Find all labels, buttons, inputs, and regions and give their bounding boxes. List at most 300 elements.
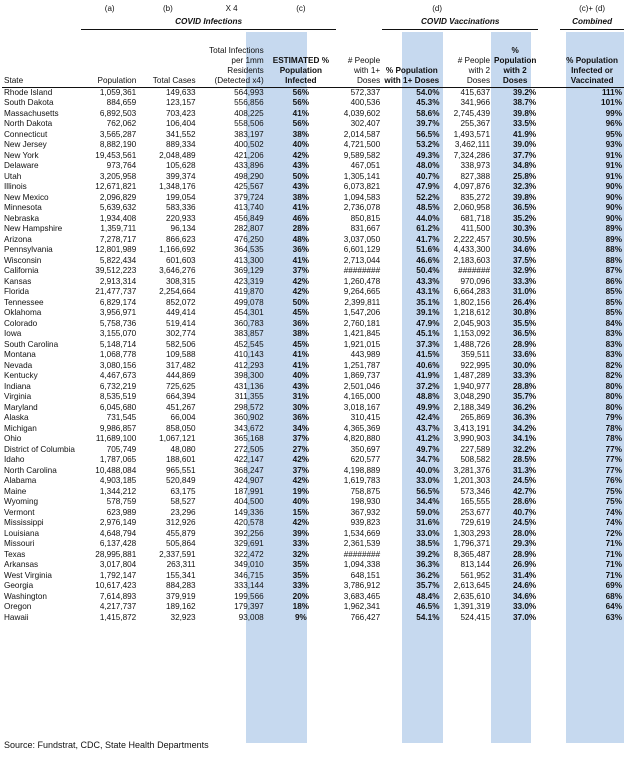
table-row <box>2 613 624 624</box>
cell-state-name: Hawaii <box>4 612 29 622</box>
cell-pct-1dose: 42.4% <box>416 413 440 422</box>
cell-total-cases: 520,849 <box>165 476 196 485</box>
cell-estimated-pct: 31% <box>292 392 310 401</box>
cell-people-1dose: 302,407 <box>350 119 381 128</box>
cell-state-name: Idaho <box>4 455 25 464</box>
table-row <box>2 466 624 477</box>
cell-people-2dose: 2,745,439 <box>453 108 491 118</box>
cell-pct-1dose: 49.3% <box>416 150 440 160</box>
cell-combined-pct: 90% <box>605 213 622 223</box>
table-row <box>2 203 624 214</box>
cell-estimated-pct: 30% <box>292 402 310 412</box>
cell-estimated-pct: 37% <box>292 465 310 475</box>
cell-pct-2dose: 31.3% <box>512 465 537 475</box>
cell-total-cases: 63,175 <box>170 486 196 496</box>
cell-total-cases: 451,267 <box>165 402 196 412</box>
table-row <box>2 245 624 256</box>
cell-total-cases: 399,374 <box>165 171 196 181</box>
cell-people-1dose: 6,073,821 <box>343 182 381 191</box>
cell-pct-1dose: 44.0% <box>416 213 440 223</box>
cell-estimated-pct: 39% <box>292 528 310 538</box>
cell-pct-2dose: 34.2% <box>512 423 537 433</box>
cell-total-cases: 58,527 <box>170 497 196 506</box>
cell-total-cases: 889,334 <box>165 140 196 149</box>
cell-combined-pct: 80% <box>605 381 622 391</box>
cell-estimated-pct: 35% <box>292 570 310 580</box>
cell-total-cases: 2,254,664 <box>159 287 196 296</box>
cell-infections-per-1mm: 329,691 <box>234 539 264 548</box>
cell-pct-2dose: 24.5% <box>512 476 537 485</box>
cell-people-2dose: 1,802,156 <box>453 297 491 307</box>
cell-pct-2dose: 35.5% <box>512 318 537 328</box>
source-note: Source: Fundstrat, CDC, State Health Departments <box>4 740 209 750</box>
cell-estimated-pct: 40% <box>292 140 310 149</box>
cell-pct-2dose: 30.8% <box>512 308 537 317</box>
cell-pct-2dose: 36.5% <box>512 329 537 338</box>
cell-state-name: Florida <box>4 287 30 296</box>
cell-estimated-pct: 46% <box>292 213 310 223</box>
cell-population: 1,792,147 <box>99 570 137 580</box>
cell-infections-per-1mm: 564,993 <box>234 87 264 97</box>
cell-infections-per-1mm: 383,857 <box>234 329 264 338</box>
cell-population: 4,648,794 <box>99 528 137 538</box>
cell-state-name: Virginia <box>4 392 32 401</box>
cell-state-name: Indiana <box>4 381 31 391</box>
cell-estimated-pct: 48% <box>292 234 310 244</box>
cell-pct-2dose: 34.1% <box>512 434 537 443</box>
header-population: Population <box>81 30 138 88</box>
cell-people-1dose: 4,165,000 <box>343 392 381 401</box>
cell-pct-1dose: 51.6% <box>416 245 440 254</box>
cell-pct-2dose: 28.0% <box>512 528 537 538</box>
cell-combined-pct: 78% <box>605 423 622 433</box>
cell-state-name: Oregon <box>4 602 32 611</box>
header-pct-2dose: % Population with 2 Doses <box>492 30 538 88</box>
cell-people-1dose: ######## <box>343 549 381 559</box>
cell-people-1dose: 6,601,129 <box>343 245 381 254</box>
cell-estimated-pct: 56% <box>292 87 310 97</box>
cell-combined-pct: 78% <box>605 434 622 443</box>
cell-people-1dose: 9,264,665 <box>343 287 381 296</box>
cell-infections-per-1mm: 383,197 <box>234 129 264 139</box>
table-row <box>2 592 624 603</box>
cell-people-2dose: 411,500 <box>461 224 491 233</box>
cell-combined-pct: 71% <box>605 560 622 569</box>
cell-state-name: Kansas <box>4 276 32 286</box>
table-body <box>2 87 624 623</box>
cell-pct-1dose: 35.7% <box>416 581 440 590</box>
cell-population: 8,535,519 <box>99 392 137 401</box>
cell-population: 12,671,821 <box>95 182 137 191</box>
cell-people-1dose: 939,823 <box>350 518 381 527</box>
cell-combined-pct: 99% <box>605 108 622 118</box>
cell-infections-per-1mm: 369,129 <box>234 266 264 275</box>
cell-infections-per-1mm: 421,206 <box>234 150 264 160</box>
cell-estimated-pct: 56% <box>292 98 310 107</box>
cell-pct-2dose: 35.2% <box>512 213 537 223</box>
cell-people-2dose: 253,677 <box>460 507 491 517</box>
table-row <box>2 266 624 277</box>
cell-people-1dose: 1,260,478 <box>343 276 381 286</box>
cell-people-2dose: 3,048,290 <box>453 392 491 401</box>
cell-pct-2dose: 36.2% <box>512 402 537 412</box>
table-row <box>2 487 624 498</box>
cell-infections-per-1mm: 360,902 <box>234 413 264 422</box>
cell-estimated-pct: 38% <box>292 329 310 338</box>
cell-total-cases: 3,646,276 <box>159 266 196 275</box>
cell-state-name: New Mexico <box>4 192 49 202</box>
cell-people-1dose: 2,736,078 <box>343 203 381 212</box>
cell-combined-pct: 85% <box>605 308 622 317</box>
cell-total-cases: 312,926 <box>165 518 196 527</box>
cell-people-1dose: 3,683,465 <box>343 591 381 601</box>
cell-population: 5,822,434 <box>99 255 137 265</box>
cell-people-2dose: 1,796,371 <box>453 539 491 548</box>
cell-people-1dose: 400,536 <box>350 98 381 107</box>
cell-infections-per-1mm: 360,783 <box>234 318 264 328</box>
table-row <box>2 529 624 540</box>
cell-estimated-pct: 42% <box>292 276 310 286</box>
table-row <box>2 87 624 98</box>
cell-infections-per-1mm: 558,506 <box>234 119 264 128</box>
cell-state-name: Utah <box>4 171 22 181</box>
cell-pct-2dose: 30.3% <box>512 224 537 233</box>
table-row <box>2 98 624 109</box>
covid-data-table <box>2 3 624 623</box>
cell-total-cases: 1,166,692 <box>159 245 196 254</box>
cell-pct-2dose: 24.5% <box>512 518 537 527</box>
cell-state-name: Rhode Island <box>4 87 53 97</box>
cell-pct-2dose: 28.8% <box>512 381 537 391</box>
cell-estimated-pct: 36% <box>292 413 310 422</box>
cell-state-name: Alaska <box>4 413 29 422</box>
cell-total-cases: 582,506 <box>165 339 196 349</box>
cell-combined-pct: 71% <box>605 539 622 548</box>
cell-population: 2,976,149 <box>99 518 137 527</box>
cell-people-1dose: 2,014,587 <box>343 129 381 139</box>
cell-pct-2dose: 34.8% <box>512 161 537 170</box>
cell-pct-1dose: 35.1% <box>416 297 440 307</box>
cell-pct-2dose: 34.6% <box>512 591 537 601</box>
cell-population: 6,732,219 <box>99 381 137 391</box>
cell-people-1dose: ######## <box>343 266 381 275</box>
cell-total-cases: 188,601 <box>165 455 196 464</box>
cell-state-name: Missouri <box>4 539 35 548</box>
table-row <box>2 445 624 456</box>
cell-state-name: Alabama <box>4 476 37 485</box>
cell-people-2dose: 573,346 <box>460 486 491 496</box>
cell-pct-1dose: 39.7% <box>416 119 440 128</box>
cell-people-2dose: 255,367 <box>460 119 491 128</box>
cell-estimated-pct: 56% <box>292 119 310 128</box>
cell-people-2dose: 4,097,876 <box>453 182 491 191</box>
table-row <box>2 214 624 225</box>
cell-population: 3,017,804 <box>99 560 137 569</box>
cell-people-2dose: 970,096 <box>460 276 491 286</box>
cell-combined-pct: 72% <box>605 528 622 538</box>
cell-total-cases: 341,552 <box>165 129 196 139</box>
cell-people-1dose: 1,921,015 <box>343 339 381 349</box>
cell-pct-1dose: 47.9% <box>416 318 440 328</box>
cell-pct-1dose: 36.2% <box>416 570 440 580</box>
cell-infections-per-1mm: 431,136 <box>234 381 264 391</box>
cell-infections-per-1mm: 424,907 <box>234 476 264 485</box>
cell-state-name: Louisiana <box>4 528 40 538</box>
cell-population: 6,045,680 <box>99 402 137 412</box>
cell-pct-1dose: 59.0% <box>416 507 440 517</box>
cell-combined-pct: 86% <box>605 276 622 286</box>
cell-infections-per-1mm: 322,472 <box>234 549 264 559</box>
cell-population: 2,913,314 <box>99 276 137 286</box>
cell-population: 762,062 <box>106 119 137 128</box>
cell-estimated-pct: 18% <box>292 602 310 611</box>
cell-total-cases: 189,162 <box>165 602 196 611</box>
cell-pct-1dose: 52.2% <box>416 192 440 202</box>
cell-people-2dose: 1,493,571 <box>453 129 491 139</box>
cell-pct-2dose: 32.2% <box>512 444 537 454</box>
cell-infections-per-1mm: 349,010 <box>234 560 264 569</box>
cell-people-1dose: 367,932 <box>350 507 381 517</box>
cell-population: 7,278,717 <box>99 234 137 244</box>
cell-pct-1dose: 43.3% <box>416 276 440 286</box>
cell-pct-1dose: 46.6% <box>416 255 440 265</box>
table-row <box>2 518 624 529</box>
cell-combined-pct: 64% <box>605 602 622 611</box>
cell-combined-pct: 83% <box>605 329 622 338</box>
cell-pct-1dose: 61.2% <box>416 224 440 233</box>
cell-combined-pct: 83% <box>605 350 622 359</box>
cell-pct-1dose: 45.3% <box>416 98 440 107</box>
cell-total-cases: 965,551 <box>165 465 196 475</box>
cell-total-cases: 23,296 <box>170 507 196 517</box>
cell-combined-pct: 90% <box>605 203 622 212</box>
table-row <box>2 508 624 519</box>
cell-infections-per-1mm: 413,740 <box>234 203 264 212</box>
cell-people-2dose: 827,388 <box>460 171 491 181</box>
cell-state-name: Wyoming <box>4 497 39 506</box>
cell-state-name: Maryland <box>4 402 38 412</box>
cell-population: 731,545 <box>106 413 137 422</box>
cell-state-name: District of Columbia <box>4 444 75 454</box>
table-row <box>2 151 624 162</box>
cell-people-1dose: 850,815 <box>350 213 381 223</box>
cell-pct-1dose: 37.2% <box>416 381 440 391</box>
cell-combined-pct: 69% <box>605 581 622 590</box>
cell-total-cases: 2,048,489 <box>159 150 196 160</box>
cell-combined-pct: 75% <box>605 497 622 506</box>
cell-infections-per-1mm: 410,143 <box>234 350 264 359</box>
cell-pct-2dose: 39.0% <box>512 140 537 149</box>
cell-people-2dose: 338,973 <box>460 161 491 170</box>
cell-combined-pct: 74% <box>605 518 622 527</box>
cell-population: 19,453,561 <box>95 150 137 160</box>
cell-pct-1dose: 34.4% <box>416 497 440 506</box>
table-row <box>2 413 624 424</box>
cell-state-name: South Carolina <box>4 339 59 349</box>
cell-people-2dose: 2,635,610 <box>453 591 491 601</box>
cell-people-1dose: 3,037,050 <box>343 234 381 244</box>
cell-state-name: Iowa <box>4 329 22 338</box>
cell-infections-per-1mm: 476,250 <box>234 234 264 244</box>
header-combined-pct: % Population Infected or Vaccinated <box>560 30 624 88</box>
cell-total-cases: 866,623 <box>165 234 196 244</box>
cell-pct-1dose: 47.9% <box>416 182 440 191</box>
table-row <box>2 455 624 466</box>
table-row <box>2 130 624 141</box>
table-row <box>2 602 624 613</box>
cell-estimated-pct: 43% <box>292 161 310 170</box>
cell-infections-per-1mm: 392,256 <box>234 528 264 538</box>
cell-infections-per-1mm: 422,147 <box>234 455 264 464</box>
cell-people-1dose: 1,251,787 <box>343 360 381 370</box>
cell-infections-per-1mm: 379,724 <box>234 192 264 202</box>
cell-estimated-pct: 40% <box>292 371 310 380</box>
header-total-infections: Total Infections per 1mm Residents (Detected x4) <box>198 30 266 88</box>
cell-pct-1dose: 48.0% <box>416 161 440 170</box>
cell-combined-pct: 85% <box>605 297 622 307</box>
cell-population: 1,059,361 <box>99 87 137 97</box>
cell-pct-2dose: 30.5% <box>512 234 537 244</box>
cell-state-name: Vermont <box>4 507 35 517</box>
cell-infections-per-1mm: 311,355 <box>234 392 264 401</box>
cell-combined-pct: 96% <box>605 119 622 128</box>
cell-total-cases: 2,337,591 <box>159 549 196 559</box>
cell-combined-pct: 101% <box>601 98 622 107</box>
cell-pct-1dose: 41.2% <box>416 434 440 443</box>
cell-estimated-pct: 19% <box>292 486 310 496</box>
cell-people-1dose: 2,399,811 <box>344 297 381 307</box>
cell-infections-per-1mm: 456,849 <box>234 213 264 223</box>
cell-total-cases: 32,923 <box>170 612 196 622</box>
cell-total-cases: 317,482 <box>165 360 196 370</box>
letter-a: (a) <box>104 4 115 13</box>
cell-state-name: Michigan <box>4 423 37 433</box>
cell-population: 3,080,156 <box>99 360 137 370</box>
cell-combined-pct: 91% <box>605 171 622 181</box>
cell-combined-pct: 77% <box>605 444 622 454</box>
cell-estimated-pct: 38% <box>292 129 310 139</box>
cell-population: 884,659 <box>106 98 137 107</box>
cell-people-2dose: 922,995 <box>460 360 491 370</box>
cell-combined-pct: 79% <box>605 413 622 422</box>
cell-pct-2dose: 39.8% <box>512 192 537 202</box>
cell-pct-1dose: 46.5% <box>416 602 440 611</box>
cell-combined-pct: 76% <box>605 476 622 485</box>
cell-estimated-pct: 40% <box>292 497 310 506</box>
cell-infections-per-1mm: 423,319 <box>234 276 264 286</box>
cell-pct-2dose: 33.6% <box>512 350 537 359</box>
cell-total-cases: 703,423 <box>165 108 196 118</box>
cell-people-1dose: 1,094,583 <box>343 192 381 202</box>
cell-people-2dose: 6,664,283 <box>453 287 491 296</box>
header-estimated-pct: ESTIMATED % Population Infected <box>266 30 336 88</box>
cell-infections-per-1mm: 179,397 <box>234 602 264 611</box>
cell-estimated-pct: 37% <box>292 434 310 443</box>
cell-state-name: Wisconsin <box>4 255 42 265</box>
cell-people-1dose: 2,361,539 <box>343 539 381 548</box>
cell-population: 3,205,958 <box>99 171 137 181</box>
header-total-cases: Total Cases <box>138 30 197 88</box>
cell-infections-per-1mm: 187,991 <box>234 486 264 496</box>
cell-estimated-pct: 41% <box>292 350 310 359</box>
cell-estimated-pct: 36% <box>292 318 310 328</box>
cell-infections-per-1mm: 425,567 <box>234 182 264 191</box>
cell-population: 28,995,881 <box>95 549 137 559</box>
cell-population: 5,148,714 <box>99 339 137 349</box>
cell-state-name: Ohio <box>4 434 22 443</box>
cell-people-2dose: 813,144 <box>460 560 491 569</box>
table-row <box>2 434 624 445</box>
cell-people-2dose: 1,488,726 <box>453 339 491 349</box>
cell-population: 10,617,423 <box>95 581 137 590</box>
cell-state-name: Washington <box>4 591 47 601</box>
cell-population: 5,639,632 <box>99 203 137 212</box>
cell-total-cases: 302,774 <box>165 329 196 338</box>
cell-pct-2dose: 37.0% <box>512 612 537 622</box>
cell-state-name: Colorado <box>4 318 38 328</box>
cell-state-name: West Virginia <box>4 570 52 580</box>
cell-pct-1dose: 45.1% <box>416 329 440 338</box>
cell-total-cases: 263,311 <box>166 560 196 569</box>
cell-pct-2dose: 28.9% <box>512 339 537 349</box>
cell-infections-per-1mm: 333,144 <box>234 581 264 590</box>
cell-pct-2dose: 31.0% <box>512 287 537 296</box>
cell-pct-2dose: 34.6% <box>512 245 537 254</box>
cell-people-2dose: 7,324,286 <box>453 150 491 160</box>
cell-state-name: North Carolina <box>4 465 57 475</box>
cell-combined-pct: 74% <box>605 507 622 517</box>
cell-people-2dose: 341,966 <box>460 98 491 107</box>
group-infections: COVID Infections <box>81 15 336 30</box>
cell-pct-1dose: 54.1% <box>416 612 440 622</box>
cell-pct-2dose: 33.5% <box>512 119 537 128</box>
cell-people-1dose: 758,875 <box>350 486 381 496</box>
table-row <box>2 424 624 435</box>
cell-pct-2dose: 39.8% <box>512 108 537 118</box>
cell-estimated-pct: 36% <box>292 245 310 254</box>
cell-infections-per-1mm: 420,578 <box>234 518 264 527</box>
cell-people-2dose: 681,718 <box>460 213 491 223</box>
cell-total-cases: 505,864 <box>165 539 196 548</box>
group-vaccinations: COVID Vaccinations <box>382 15 538 30</box>
cell-people-1dose: 4,198,889 <box>343 465 381 475</box>
cell-pct-1dose: 56.5% <box>416 129 440 139</box>
cell-total-cases: 379,919 <box>165 591 196 601</box>
cell-people-2dose: 1,153,092 <box>453 329 491 338</box>
cell-people-1dose: 648,151 <box>350 570 381 580</box>
cell-estimated-pct: 41% <box>292 255 310 265</box>
cell-people-1dose: 4,039,602 <box>343 108 381 118</box>
cell-infections-per-1mm: 199,566 <box>234 591 264 601</box>
cell-combined-pct: 77% <box>605 455 622 464</box>
cell-people-2dose: 8,365,487 <box>453 549 491 559</box>
cell-pct-1dose: 49.9% <box>416 402 440 412</box>
cell-people-2dose: 3,281,376 <box>453 465 491 475</box>
cell-estimated-pct: 41% <box>292 360 310 370</box>
cell-total-cases: 96,134 <box>170 224 196 233</box>
cell-combined-pct: 80% <box>605 392 622 401</box>
cell-infections-per-1mm: 404,500 <box>234 497 264 506</box>
cell-state-name: Nevada <box>4 360 33 370</box>
cell-total-cases: 449,414 <box>165 308 196 317</box>
cell-pct-1dose: 33.0% <box>416 528 440 538</box>
cell-combined-pct: 89% <box>605 234 622 244</box>
column-header-row <box>2 30 624 88</box>
cell-estimated-pct: 42% <box>292 455 310 464</box>
cell-pct-2dose: 35.7% <box>512 392 537 401</box>
cell-pct-1dose: 33.0% <box>416 476 440 485</box>
cell-people-1dose: 1,534,669 <box>343 528 381 538</box>
